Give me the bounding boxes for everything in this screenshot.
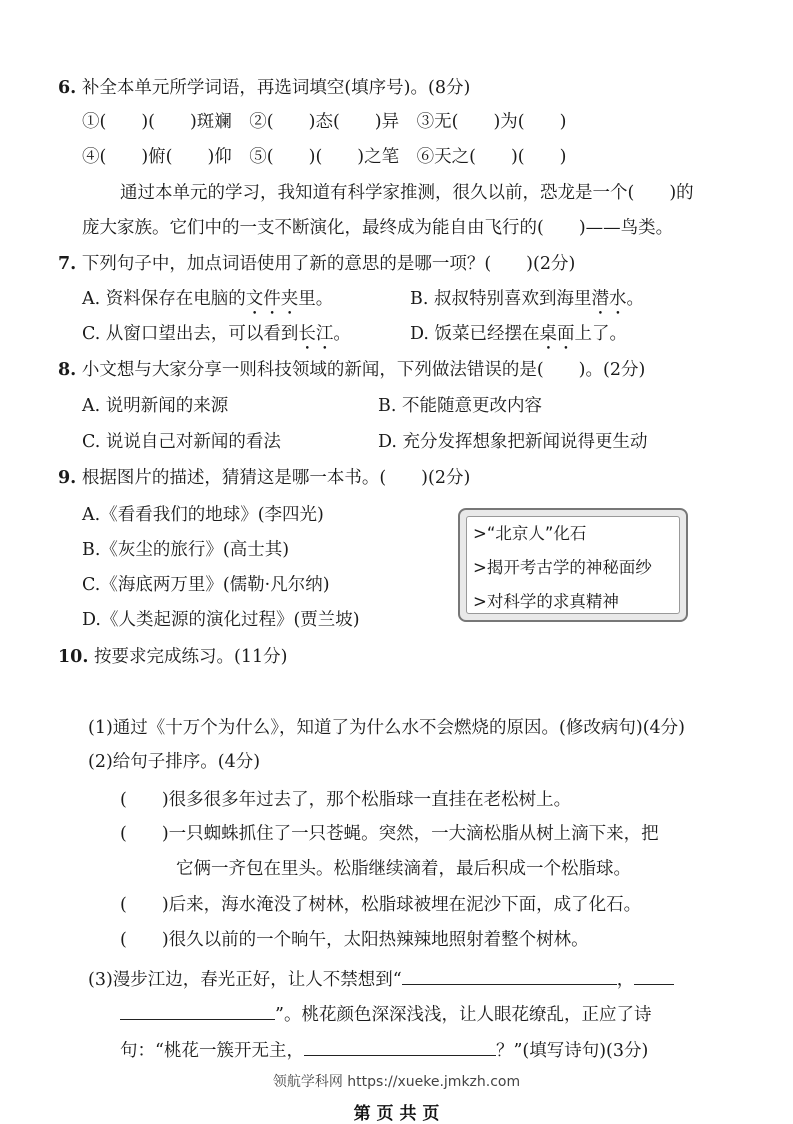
q6-number: 6. <box>58 78 77 98</box>
q7-b-dotted: 潜水 <box>591 289 627 309</box>
q9-number: 9. <box>58 468 77 488</box>
q10-order-sentence-1: ( )很多很多年过去了，那个松脂球一直挂在老松树上。 <box>120 790 572 810</box>
q10-s3-text-3: 句：“桃花一簇开无主， <box>120 1041 304 1061</box>
q10-s3-blank-1[interactable] <box>402 966 617 985</box>
q7-c-text: C. 从窗口望出去，可以看到 <box>82 324 299 344</box>
q9-picture-card-inner <box>466 516 680 614</box>
q10-order-sentence-3: ( )后来，海水淹没了树林，松脂球被埋在泥沙下面，成了化石。 <box>120 895 642 915</box>
q7-d-dotted: 桌面 <box>539 324 575 344</box>
q6-word-row-2: ④( )俯( )仰 ⑤( )( )之笔 ⑥天之( )( ) <box>82 147 567 167</box>
q10-s3-comma: ， <box>616 970 635 990</box>
q7-a-text: A. 资料保存在电脑的 <box>82 289 246 309</box>
q9-title-text: 根据图片的描述，猜猜这是哪一本书。( )(2分) <box>81 468 471 488</box>
q9-card-line-2: >揭开考古学的神秘面纱 <box>473 558 652 577</box>
q8-option-a: A. 说明新闻的来源 <box>82 396 229 416</box>
q10-subquestion-3-line-3 <box>120 1037 648 1063</box>
q7-c-dotted: 长江 <box>298 324 334 344</box>
q9-option-d: D.《人类起源的演化过程》(贾兰坡) <box>82 610 360 630</box>
q6-title <box>58 76 470 100</box>
q6-paragraph-line-1: 通过本单元的学习，我知道有科学家推测，很久以前，恐龙是一个( )的 <box>120 183 694 203</box>
q10-s3-text: (3)漫步江边，春光正好，让人不禁想到“ <box>88 970 402 990</box>
footer-page-number: 第 页 共 页 <box>353 1104 440 1124</box>
q10-subquestion-3-line-2 <box>120 1001 651 1027</box>
q10-title-text: 按要求完成练习。(11分) <box>94 647 288 667</box>
q8-number: 8. <box>58 360 77 380</box>
q10-s3-blank-3[interactable] <box>120 1001 275 1020</box>
q8-title-text: 小文想与大家分享一则科技领域的新闻，下列做法错误的是( )。(2分) <box>81 360 646 380</box>
q7-number: 7. <box>58 254 77 274</box>
q10-number: 10. <box>58 647 89 667</box>
q10-s3-blank-2[interactable] <box>634 966 674 985</box>
q7-d-end: 上了。 <box>574 324 628 344</box>
q10-order-sentence-2b: 它俩一齐包在里头。松脂继续滴着，最后积成一个松脂球。 <box>176 859 631 879</box>
q8-option-b: B. 不能随意更改内容 <box>378 396 542 416</box>
footer-watermark: 领航学科网 https://xueke.jmkzh.com <box>272 1074 521 1090</box>
q10-subquestion-1: (1)通过《十万个为什么》，知道了为什么水不会燃烧的原因。(修改病句)(4分) <box>88 718 685 738</box>
q8-option-d: D. 充分发挥想象把新闻说得更生动 <box>378 432 648 452</box>
q7-option-a <box>82 287 333 319</box>
q7-option-b <box>410 287 644 319</box>
q9-option-b: B.《灰尘的旅行》(高士其) <box>82 540 290 560</box>
q6-paragraph-line-2: 庞大家族。它们中的一支不断演化，最终成为能自由飞行的( )——鸟类。 <box>82 218 674 238</box>
q8-title <box>58 358 645 382</box>
q7-c-end: 。 <box>333 324 351 344</box>
q7-title-text: 下列句子中，加点词语使用了新的意思的是哪一项？( )(2分) <box>81 254 576 274</box>
q9-option-a: A.《看看我们的地球》(李四光) <box>82 505 324 525</box>
q10-s3-blank-4[interactable] <box>304 1037 496 1056</box>
q7-option-d <box>410 322 627 354</box>
q10-s3-text-4: ？”(填写诗句)(3分) <box>495 1041 649 1061</box>
q10-order-sentence-4: ( )很久以前的一个晌午，太阳热辣辣地照射着整个树林。 <box>120 930 589 950</box>
q10-subquestion-2: (2)给句子排序。(4分) <box>88 752 261 772</box>
q9-title <box>58 466 470 490</box>
q9-picture-card <box>458 508 688 622</box>
q10-order-sentence-2a: ( )一只蜘蛛抓住了一只苍蝇。突然，一大滴松脂从树上滴下来，把 <box>120 824 659 844</box>
q10-s3-text-2: ”。桃花颜色深深浅浅，让人眼花缭乱，正应了诗 <box>275 1005 652 1025</box>
q9-card-line-1: >“北京人”化石 <box>473 524 587 543</box>
q9-card-line-3: >对科学的求真精神 <box>473 592 619 611</box>
q8-option-c: C. 说说自己对新闻的看法 <box>82 432 281 452</box>
q7-b-end: 。 <box>626 289 644 309</box>
q9-option-c: C.《海底两万里》(儒勒·凡尔纳) <box>82 575 330 595</box>
q7-title <box>58 252 575 276</box>
q6-word-row-1: ①( )( )斑斓 ②( )态( )异 ③无( )为( ) <box>82 112 567 132</box>
q6-title-text: 补全本单元所学词语，再选词填空(填序号)。(8分) <box>81 78 471 98</box>
q7-b-text: B. 叔叔特别喜欢到海里 <box>410 289 592 309</box>
q10-subquestion-3-line-1 <box>88 966 674 992</box>
q10-title <box>58 645 287 669</box>
q7-option-c <box>82 322 351 354</box>
q7-d-text: D. 饭菜已经摆在 <box>410 324 540 344</box>
q7-a-dotted: 文件夹 <box>245 289 299 309</box>
q7-a-end: 里。 <box>298 289 334 309</box>
